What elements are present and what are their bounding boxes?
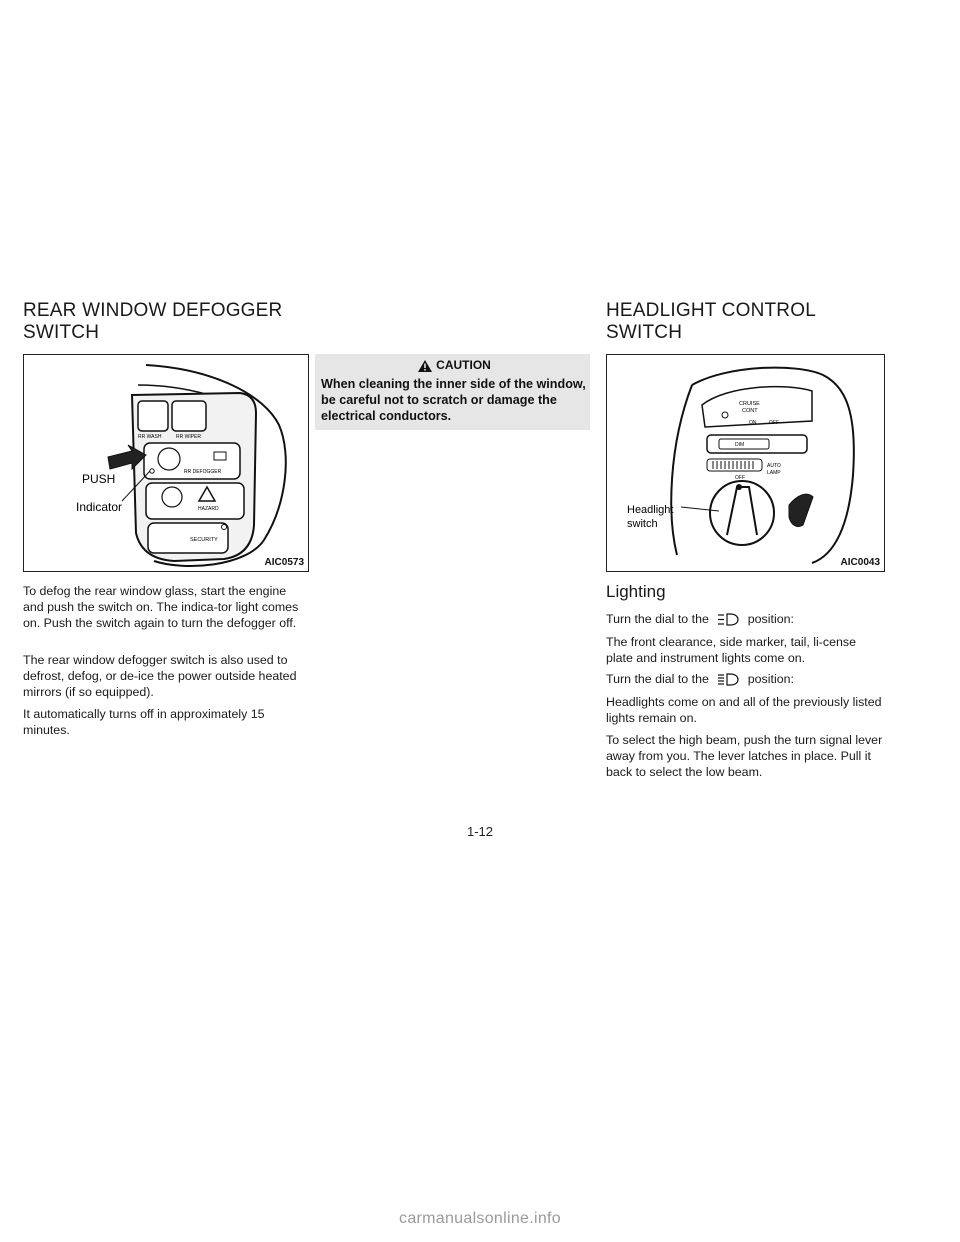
figure-id-right: AIC0043	[840, 557, 880, 568]
turn-dial-1-after: position:	[747, 612, 794, 626]
left-paragraph-3: It automatically turns off in approximately 15 minutes.	[23, 707, 265, 738]
figure-id-left: AIC0573	[264, 557, 304, 568]
lamp-label: LAMP	[767, 470, 781, 476]
parking-lamp-icon	[716, 613, 740, 626]
headlamp-icon	[716, 673, 740, 686]
cont-label: CONT	[742, 408, 758, 414]
caution-title: CAUTION	[436, 358, 491, 372]
push-label: PUSH	[82, 472, 116, 486]
cruise-off-label: OFF	[769, 420, 779, 426]
caution-box	[315, 354, 590, 430]
indicator-label: Indicator	[76, 500, 123, 514]
turn-dial-2-after: position:	[747, 672, 794, 686]
page-number: 1-12	[466, 824, 494, 839]
rr-defogger-label: RR DEFOGGER	[184, 469, 222, 475]
lighting-subheading: Lighting	[606, 582, 666, 601]
headlight-label: Headlight	[627, 504, 674, 516]
hazard-label: HAZARD	[198, 506, 219, 512]
right-paragraph-3: To select the high beam, push the turn signal lever away from you. The lever latches in place. Pull it back to select the low beam.	[606, 733, 883, 780]
turn-dial-2-before: Turn the dial to the	[606, 672, 709, 686]
right-paragraph-1: The front clearance, side marker, tail, li-cense plate and instrument lights come on.	[606, 635, 856, 666]
left-heading-line1: REAR WINDOW DEFOGGER	[23, 300, 283, 321]
security-label: SECURITY	[190, 537, 218, 543]
watermark: carmanualsonline.info	[399, 1210, 561, 1227]
right-heading-line1: HEADLIGHT CONTROL	[606, 300, 816, 321]
turn-dial-line-1	[606, 611, 883, 627]
turn-dial-1-before: Turn the dial to the	[606, 612, 709, 626]
dial-off-label: OFF	[735, 475, 745, 481]
headlight-switch-figure	[606, 354, 885, 572]
switch-label: switch	[627, 518, 658, 530]
headlight-switch-illustration	[607, 355, 884, 571]
caution-text: When cleaning the inner side of the window, be careful not to scratch or damage the electrical conductors.	[321, 377, 586, 423]
left-paragraph-1: To defog the rear window glass, start the engine and push the switch on. The indica-tor light comes on. Push the switch again to turn the defogger off.	[23, 584, 299, 631]
right-heading-line2: SWITCH	[606, 322, 683, 343]
rr-wiper-label: RR WIPER	[176, 434, 201, 440]
dim-label: DIM	[735, 442, 745, 448]
turn-dial-line-2	[606, 671, 883, 687]
left-heading-line2: SWITCH	[23, 322, 100, 343]
left-paragraph-2: The rear window defogger switch is also used to defrost, defog, or de-ice the power outside heated mirrors (if so equipped).	[23, 653, 297, 700]
defogger-switch-illustration	[24, 355, 308, 571]
caution-header	[315, 358, 590, 372]
warning-triangle-icon	[418, 360, 432, 372]
cruise-on-label: ON	[749, 420, 757, 426]
right-heading	[606, 300, 816, 344]
auto-label: AUTO	[767, 463, 781, 469]
defogger-switch-figure	[23, 354, 309, 572]
cruise-label: CRUISE	[739, 401, 760, 407]
left-heading	[23, 300, 282, 344]
rr-wash-label: RR WASH	[138, 434, 162, 440]
right-paragraph-2: Headlights come on and all of the previously listed lights remain on.	[606, 695, 882, 726]
